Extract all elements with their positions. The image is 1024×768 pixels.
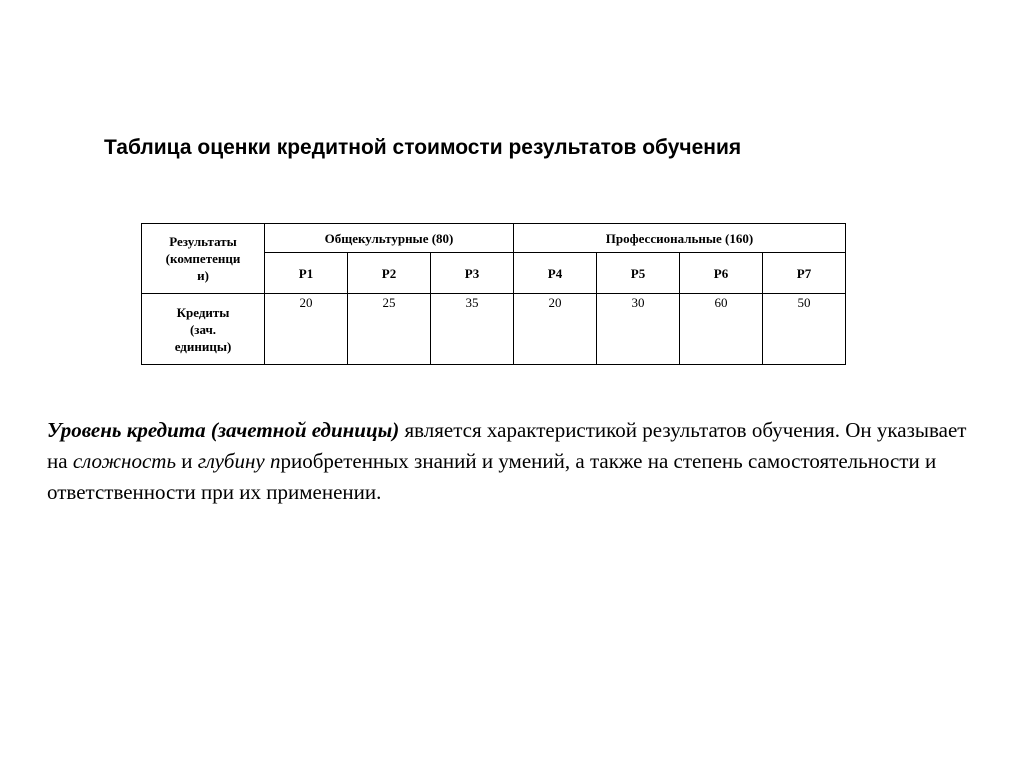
group-professional: Профессиональные (160): [514, 224, 846, 253]
outcome-header: Р1: [265, 253, 348, 294]
group-general-cultural: Общекультурные (80): [265, 224, 514, 253]
outcome-header: Р2: [348, 253, 431, 294]
description-text: риобретенных знаний и умений, а также на степень самостоятельности и ответственности при их применении.: [47, 449, 937, 504]
outcome-header: Р7: [763, 253, 846, 294]
row-credits-label: [142, 294, 265, 365]
credit-value: 30: [597, 294, 680, 365]
row-credits-label-line: (зач.: [189, 321, 217, 337]
outcome-header: Р3: [431, 253, 514, 294]
description-text: и: [176, 449, 198, 473]
description-text: является характеристикой результатов обучения. Он указывает на: [47, 418, 967, 473]
credit-value: 60: [680, 294, 763, 365]
credit-value: 20: [514, 294, 597, 365]
credit-value: 50: [763, 294, 846, 365]
row-credits-label-line: единицы): [174, 338, 232, 354]
credit-value: 20: [265, 294, 348, 365]
table-row-credits: [142, 294, 846, 365]
credit-value: 35: [431, 294, 514, 365]
header-results-label-line: (компетенци: [165, 251, 241, 266]
description-emphasis-depth: глубину п: [197, 449, 281, 473]
slide-title: Таблица оценки кредитной стоимости результатов обучения: [104, 136, 742, 159]
description-paragraph: [47, 415, 987, 508]
header-results-label-line: и): [197, 268, 209, 283]
outcome-header: Р5: [597, 253, 680, 294]
description-term: Уровень кредита (зачетной единицы): [47, 418, 400, 442]
credit-table: [141, 223, 846, 365]
header-results-label: [142, 224, 265, 294]
table-header-row: [142, 224, 846, 253]
description-emphasis-complexity: сложность: [72, 449, 177, 473]
outcome-header: Р4: [514, 253, 597, 294]
credit-value: 25: [348, 294, 431, 365]
header-results-label-line: Результаты: [169, 234, 237, 249]
row-credits-label-line: Кредиты: [176, 304, 230, 320]
outcome-header: Р6: [680, 253, 763, 294]
